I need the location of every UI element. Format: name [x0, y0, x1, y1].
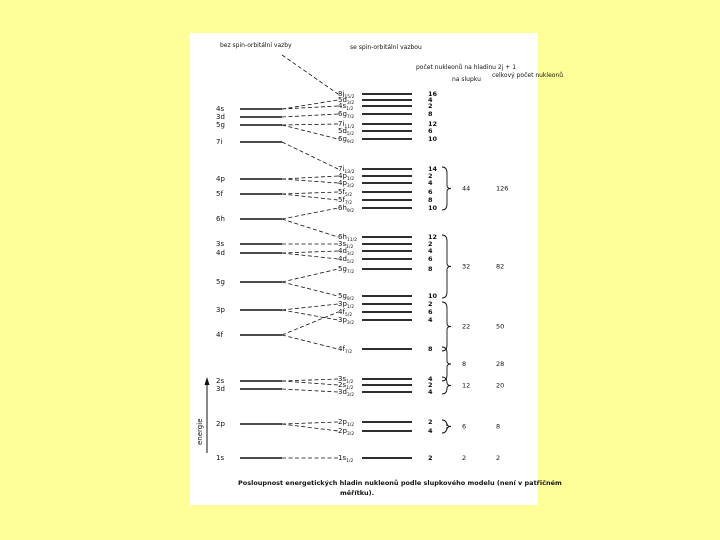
right-level-label: $5g_{9/2}$ — [338, 292, 355, 302]
right-level-label: $3d_{3/2}$ — [338, 388, 355, 398]
shell-brace — [442, 302, 451, 351]
right-level-label: $3s_{1/2}$ — [338, 375, 354, 385]
scanned-sheet — [190, 33, 564, 505]
nucleons-per-level: 16 — [428, 90, 438, 98]
level-connector — [282, 208, 338, 219]
left-level-label: 4p — [216, 175, 225, 183]
nucleons-per-level: 4 — [428, 179, 433, 187]
level-connector — [282, 379, 338, 381]
energy-axis-arrow-icon — [205, 377, 210, 385]
nucleons-per-level: 8 — [428, 110, 433, 118]
nucleons-per-level: 2 — [428, 381, 433, 389]
nucleons-per-level: 8 — [428, 345, 433, 353]
header-per-level: počet nukleonů na hladinu 2j + 1 — [416, 64, 517, 71]
level-connector — [282, 194, 338, 200]
shell-brace — [442, 377, 451, 394]
right-level-label: $4p_{1/2}$ — [338, 172, 355, 182]
right-level-label: $5g_{7/2}$ — [338, 265, 355, 275]
level-connector — [282, 192, 338, 194]
nucleons-per-level: 4 — [428, 427, 433, 435]
left-level-label: 4s — [216, 105, 225, 113]
right-level-label: $3p_{3/2}$ — [338, 316, 355, 326]
left-level-label: 3s — [216, 240, 225, 248]
left-level-label: 7i — [216, 138, 223, 146]
right-level-label: $6h_{11/2}$ — [338, 233, 357, 243]
nucleons-per-level: 2 — [428, 300, 433, 308]
left-level-label: 4f — [216, 331, 223, 339]
shell-model-diagram — [190, 33, 564, 505]
header-with-so: se spin-orbitální vazbou — [350, 44, 422, 51]
nucleons-per-shell: 22 — [462, 322, 471, 331]
header-without-so: bez spin-orbitální vazby — [220, 42, 292, 49]
right-level-label: $5d_{5/2}$ — [338, 127, 355, 137]
level-connector — [282, 179, 338, 183]
right-level-label: $4p_{3/2}$ — [338, 179, 355, 189]
nucleons-per-level: 2 — [428, 172, 433, 180]
level-connector — [282, 142, 338, 169]
left-level-label: 1s — [216, 454, 225, 462]
right-level-label: $3s_{1/2}$ — [338, 240, 354, 250]
shell-brace — [442, 167, 451, 210]
shell-brace — [442, 420, 451, 433]
level-connector — [282, 335, 338, 349]
level-connector — [282, 114, 338, 117]
level-connector — [282, 304, 338, 310]
right-level-label: $6g_{9/2}$ — [338, 135, 355, 145]
left-levels — [216, 105, 282, 462]
nucleons-per-level: 6 — [428, 127, 433, 135]
shell-brace — [442, 235, 451, 298]
right-levels — [338, 90, 438, 464]
nucleons-per-level: 10 — [428, 135, 438, 143]
left-level-label: 2p — [216, 420, 225, 428]
right-level-label: $6h_{9/2}$ — [338, 204, 355, 214]
nucleons-per-level: 6 — [428, 308, 433, 316]
nucleons-per-shell: 8 — [462, 360, 467, 368]
level-connector — [282, 125, 338, 139]
total-nucleons: 82 — [496, 262, 505, 271]
shell-brace — [442, 347, 451, 381]
right-level-label: $5f_{7/2}$ — [338, 196, 353, 206]
nucleons-per-level: 4 — [428, 375, 433, 383]
header-per-shell: na slupku — [452, 76, 481, 83]
left-level-label: 5g — [216, 121, 225, 129]
level-connector — [282, 124, 338, 125]
right-level-label: $2p_{1/2}$ — [338, 418, 355, 428]
total-nucleons: 20 — [496, 381, 505, 390]
left-level-label: 2s — [216, 377, 225, 385]
connectors — [282, 55, 338, 458]
level-connector — [282, 219, 338, 237]
level-connector — [282, 389, 338, 392]
level-connector — [282, 312, 338, 335]
total-nucleons: 8 — [496, 422, 501, 431]
right-level-label: $4f_{7/2}$ — [338, 345, 353, 355]
right-level-label: $2s_{1/2}$ — [338, 381, 354, 391]
nucleons-per-shell: 12 — [462, 381, 471, 390]
level-connector — [282, 253, 338, 259]
right-level-label: $4d_{5/2}$ — [338, 255, 355, 265]
nucleons-per-level: 8 — [428, 196, 433, 204]
nucleons-per-level: 8 — [428, 265, 433, 273]
nucleons-per-level: 6 — [428, 188, 433, 196]
level-connector — [282, 381, 338, 385]
nucleons-per-level: 4 — [428, 247, 433, 255]
right-level-label: $5f_{5/2}$ — [338, 188, 353, 198]
level-connector — [282, 55, 338, 94]
nucleons-per-level: 12 — [428, 233, 438, 241]
right-level-label: $1s_{1/2}$ — [338, 454, 354, 464]
left-level-label: 3p — [216, 306, 225, 314]
total-nucleons: 126 — [496, 184, 509, 193]
nucleons-per-level: 2 — [428, 418, 433, 426]
nucleons-per-shell: 32 — [462, 262, 471, 271]
nucleons-per-level: 4 — [428, 96, 433, 104]
right-level-label: $6g_{7/2}$ — [338, 110, 355, 120]
level-connector — [282, 424, 338, 431]
right-level-label: $4f_{5/2}$ — [338, 308, 353, 318]
nucleons-per-shell: 44 — [462, 184, 471, 193]
nucleons-per-level: 4 — [428, 316, 433, 324]
left-level-label: 4d — [216, 249, 225, 257]
left-level-label: 5g — [216, 278, 225, 286]
left-level-label: 6h — [216, 215, 225, 223]
nucleons-per-level: 2 — [428, 454, 433, 462]
total-nucleons: 2 — [496, 454, 501, 462]
caption-line-2: měřítku). — [340, 489, 375, 497]
right-level-label: $7i_{13/2}$ — [338, 165, 355, 175]
nucleons-per-level: 6 — [428, 255, 433, 263]
level-connector — [282, 251, 338, 253]
header-total: celkový počet nukleonů — [492, 72, 564, 79]
level-connector — [282, 176, 338, 179]
nucleons-per-level: 2 — [428, 102, 433, 110]
right-level-label: $3p_{1/2}$ — [338, 300, 355, 310]
right-level-label: $8j_{15/2}$ — [338, 90, 355, 100]
nucleons-per-level: 10 — [428, 204, 438, 212]
nucleons-per-level: 12 — [428, 120, 438, 128]
left-level-label: 3d — [216, 113, 225, 121]
nucleons-per-level: 2 — [428, 240, 433, 248]
right-level-label: $5d_{3/2}$ — [338, 96, 355, 106]
right-level-label: $4d_{3/2}$ — [338, 247, 355, 257]
nucleons-per-level: 14 — [428, 165, 438, 173]
total-nucleons: 50 — [496, 322, 505, 331]
level-connector — [282, 310, 338, 320]
left-level-label: 3d — [216, 385, 225, 393]
right-level-label: $7i_{11/2}$ — [338, 120, 355, 130]
level-connector — [282, 422, 338, 424]
nucleons-per-level: 10 — [428, 292, 438, 300]
right-level-label: $2p_{3/2}$ — [338, 427, 355, 437]
total-nucleons: 28 — [496, 360, 505, 368]
nucleons-per-shell: 2 — [462, 454, 467, 462]
shell-groups — [442, 167, 508, 462]
energy-axis-label: energie — [196, 418, 204, 445]
right-level-label: $4s_{1/2}$ — [338, 102, 354, 112]
nucleons-per-level: 4 — [428, 388, 433, 396]
nucleons-per-shell: 6 — [462, 422, 467, 431]
caption-line-1: Posloupnost energetických hladin nukleonů podle slupkového modelu (není v patřičném — [238, 479, 562, 487]
level-connector — [282, 282, 338, 296]
left-level-label: 5f — [216, 190, 223, 198]
level-connector — [282, 269, 338, 282]
